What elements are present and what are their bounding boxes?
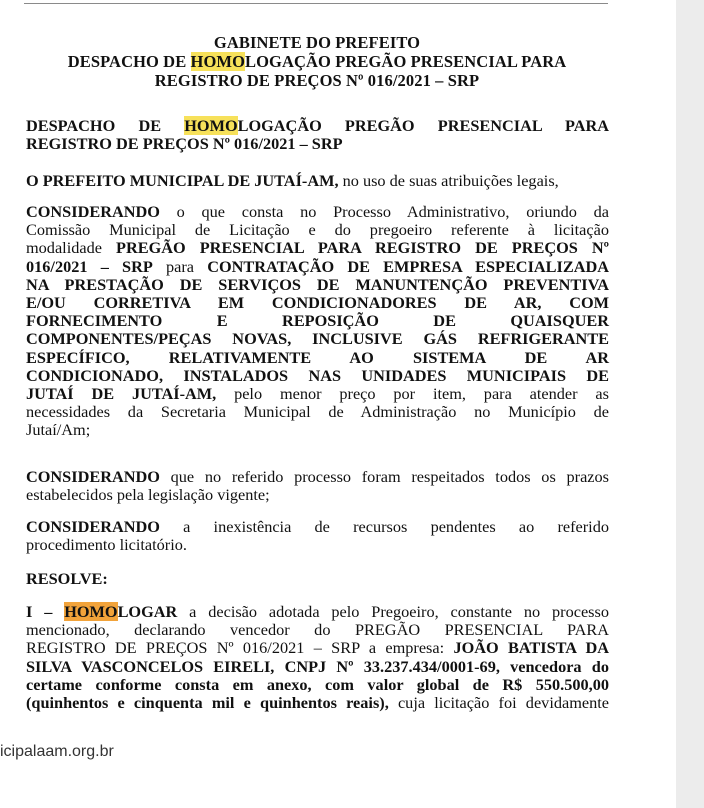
text: REGISTRO DE PREÇOS Nº 016/2021 – SRP a empresa:	[26, 638, 454, 658]
text-line	[26, 518, 609, 536]
despacho-title	[26, 117, 609, 153]
text-line	[26, 258, 609, 276]
search-highlight-active: HOMO	[64, 602, 118, 621]
text-line	[26, 603, 609, 621]
text: CONSIDERANDO	[26, 202, 160, 221]
header-text: LOGAÇÃO PREGÃO PRESENCIAL PARA	[245, 52, 567, 71]
text: 016/2021 – SRP	[26, 256, 153, 276]
considerando-paragraph-3	[26, 518, 609, 554]
text-line: COMPONENTES/PEÇAS NOVAS, INCLUSIVE GÁS REFRIGERANTE	[26, 329, 609, 349]
text-line: NA PRESTAÇÃO DE SERVIÇOS DE MANUNTENÇÃO PREVENTIVA	[26, 274, 609, 294]
search-highlight: HOMO	[190, 52, 246, 71]
text-line	[26, 385, 609, 403]
item-1-paragraph	[26, 603, 609, 712]
top-divider	[24, 3, 608, 4]
text-line: CONDICIONADO, INSTALADOS NAS UNIDADES MUNICIPAIS DE	[26, 365, 609, 385]
text: PREGÃO PRESENCIAL PARA REGISTRO DE PREÇOS Nº	[101, 238, 609, 258]
text: LOGAR	[117, 602, 178, 621]
text-line: E/OU CORRETIVA EM CONDICIONADORES DE AR, COM	[26, 293, 609, 313]
text-line	[26, 639, 609, 657]
text-line: necessidades da Secretaria Municipal de Administração no Município de	[26, 402, 609, 422]
text-line: Jutaí/Am;	[26, 420, 91, 440]
text: JUTAÍ DE JUTAÍ-AM,	[26, 384, 217, 404]
text: que no referido processo foram respeitados todos os prazos	[159, 467, 609, 486]
text-line	[26, 117, 609, 135]
header-line-3: REGISTRO DE PREÇOS Nº 016/2021 – SRP	[154, 71, 480, 90]
text: modalidade	[26, 238, 102, 258]
text: I –	[26, 602, 65, 621]
text-line	[26, 203, 609, 221]
text-line	[26, 468, 609, 486]
text: CONTRATAÇÃO DE EMPRESA ESPECIALIZADA	[207, 256, 609, 276]
text-line: Comissão Municipal de Licitação e do pregoeiro referente à licitação	[26, 220, 609, 240]
prefeito-paragraph	[26, 172, 609, 190]
text-line	[26, 172, 609, 190]
text: CONSIDERANDO	[26, 517, 160, 536]
text-line: FORNECIMENTO E REPOSIÇÃO DE QUAISQUER	[26, 311, 609, 331]
text-line: REGISTRO DE PREÇOS Nº 016/2021 – SRP	[26, 134, 343, 154]
text: O PREFEITO MUNICIPAL DE JUTAÍ-AM,	[26, 171, 339, 190]
text-line: ESPECÍFICO, RELATIVAMENTE AO SISTEMA DE AR	[26, 347, 609, 367]
text-line: procedimento licitatório.	[26, 535, 187, 555]
header-line-2	[22, 52, 612, 71]
header-text: DESPACHO DE	[67, 52, 191, 71]
text-line: certame conforme consta em anexo, com valor global de R$ 550.500,00	[26, 674, 609, 694]
text: a inexistência de recursos pendentes ao referido	[159, 517, 609, 536]
text-line: SILVA VASCONCELOS EIRELI, CNPJ Nº 33.237.434/0001-69, vencedora do	[26, 656, 609, 676]
search-highlight: HOMO	[184, 116, 238, 135]
text-line: mencionado, declarando vencedor do PREGÃO PRESENCIAL PARA	[26, 620, 609, 640]
considerando-paragraph-1	[26, 203, 609, 440]
document-header	[22, 33, 612, 90]
header-line-1: GABINETE DO PREFEITO	[213, 33, 421, 52]
text-line: estabelecidos pela legislação vigente;	[26, 485, 270, 505]
text: cuja licitação foi devidamente	[388, 693, 609, 713]
text: para	[152, 256, 208, 276]
text: no uso de suas atribuições legais,	[338, 171, 559, 190]
bottom-area	[0, 722, 676, 808]
text: DESPACHO DE	[26, 116, 185, 135]
text: CONSIDERANDO	[26, 467, 160, 486]
considerando-paragraph-2	[26, 468, 609, 504]
footer-url[interactable]: icipalaam.org.br	[0, 743, 114, 760]
text: (quinhentos e cinquenta mil e quinhentos reais),	[26, 693, 389, 713]
text-line: RESOLVE:	[26, 569, 108, 588]
text: a decisão adotada pelo Pregoeiro, constante no processo	[177, 602, 609, 621]
text-line	[26, 694, 609, 712]
text: JOÃO BATISTA DA	[453, 638, 609, 658]
text-line	[26, 239, 609, 257]
scroll-gutter[interactable]	[676, 0, 704, 808]
resolve-heading	[26, 570, 609, 588]
text: pelo menor preço por item, para atender as	[216, 384, 609, 404]
text: o que consta no Processo Administrativo, oriundo da	[159, 202, 609, 221]
text: LOGAÇÃO PREGÃO PRESENCIAL PARA	[237, 116, 609, 135]
